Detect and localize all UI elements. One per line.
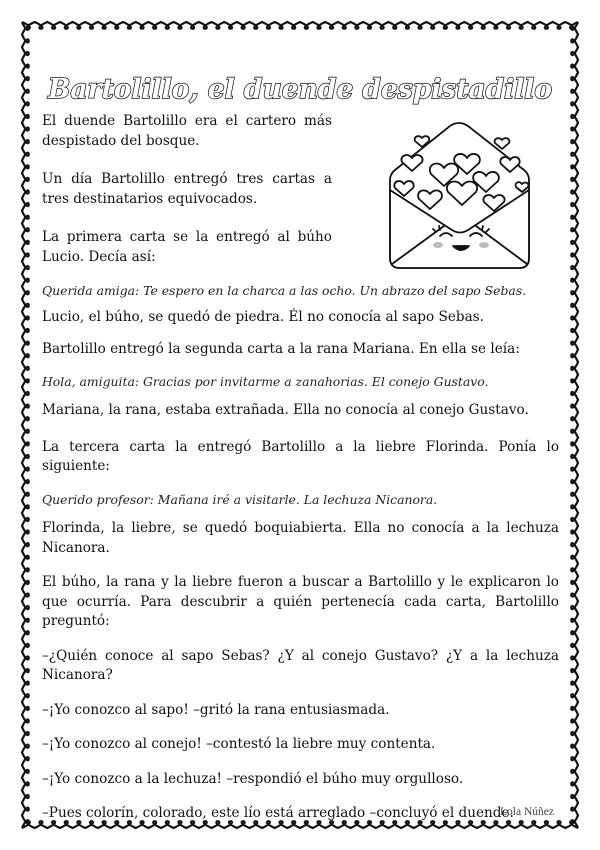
paragraph: Un día Bartolillo entregó tres cartas a tres destinatarios equivocados.: [42, 171, 332, 207]
dialogue-line: –Pues colorín, colorado, este lío está arreglado –concluyó el duende.: [42, 805, 514, 821]
story-title: [42, 68, 558, 108]
paragraph: Lucio, el búho, se quedó de piedra. Él no conocía al sapo Sebas.: [42, 308, 484, 325]
dialogue-line: –¡Yo conozco a la lechuza! –respondió el búho muy orgulloso.: [42, 770, 464, 787]
story-title-text: Bartolillo, el duende despistadillo: [47, 74, 552, 105]
paragraph: Florinda, la liebre, se quedó boquiabierta. Ella no conocía a la lechuza Nicanora.: [42, 520, 559, 556]
dialogue-line: –¿Quién conoce al sapo Sebas? ¿Y al conejo Gustavo? ¿Y a la lechuza Nicanora?: [42, 647, 559, 683]
dialogue-line: –¡Yo conozco al sapo! –gritó la rana entusiasmada.: [42, 701, 390, 718]
paragraph: La primera carta se la entregó al búho Lucio. Decía así:: [42, 229, 332, 265]
paragraph: Mariana, la rana, estaba extrañada. Ella no conocía al conejo Gustavo.: [42, 402, 529, 418]
letter-quote: Querido profesor: Mañana iré a visitarle. La lechuza Nicanora.: [42, 491, 438, 507]
letter-quote: Querida amiga: Te espero en la charca a las ocho. Un abrazo del sapo Sebas.: [42, 283, 527, 298]
story-body: [42, 112, 559, 824]
dialogue-line: –¡Yo conozco al conejo! –contestó la liebre muy contenta.: [42, 736, 436, 752]
paragraph: Bartolillo entregó la segunda carta a la rana Mariana. En ella se leía:: [42, 341, 520, 357]
paragraph: El duende Bartolillo era el cartero más despistado del bosque.: [42, 113, 332, 149]
paragraph: El búho, la rana y la liebre fueron a buscar a Bartolillo y le explicaron lo que ocurría. Para descubrir a quién pertenecía cada carta, Bartolillo preguntó:: [42, 574, 559, 629]
letter-quote: Hola, amiguita: Gracias por invitarme a zanahorias. El conejo Gustavo.: [42, 373, 489, 389]
author-signature: Lola Núñez: [500, 806, 554, 818]
paragraph: La tercera carta la entregó Bartolillo a la liebre Florinda. Ponía lo siguiente:: [42, 438, 559, 474]
